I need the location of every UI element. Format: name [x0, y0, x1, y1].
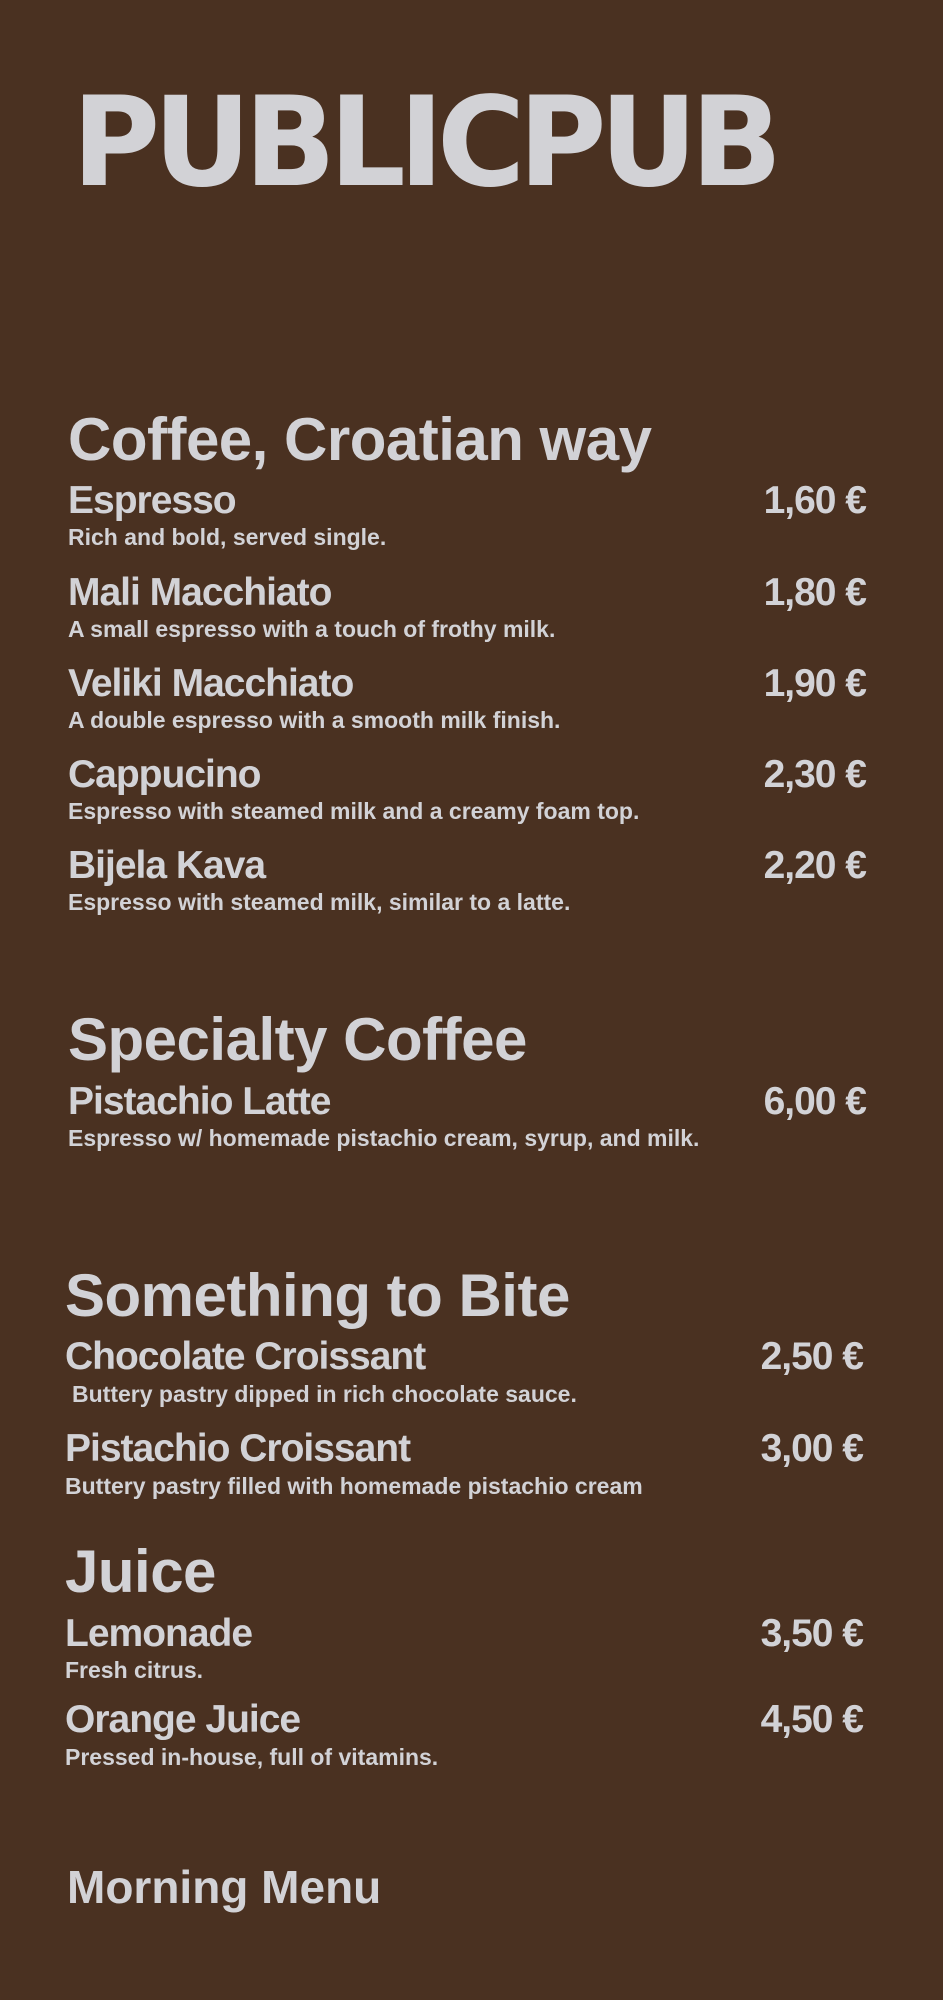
item-price: 2,50 €	[760, 1335, 863, 1378]
brand-logo: PUBLICPUB	[72, 71, 776, 215]
section-title-food: Something to Bite	[65, 1262, 570, 1329]
item-price: 3,50 €	[760, 1612, 863, 1655]
section-title-specialty: Specialty Coffee	[68, 1006, 527, 1073]
item-price: 3,00 €	[760, 1427, 863, 1470]
item-price: 1,60 €	[763, 479, 866, 522]
item-price: 2,30 €	[763, 753, 866, 796]
item-name: Cappucino	[68, 753, 261, 796]
item-name: Chocolate Croissant	[65, 1335, 426, 1378]
item-description: A small espresso with a touch of frothy milk.	[68, 616, 556, 642]
section-title-coffee: Coffee, Croatian way	[68, 406, 652, 473]
item-name: Lemonade	[65, 1612, 253, 1655]
section-title-juice: Juice	[65, 1538, 216, 1605]
item-name: Espresso	[68, 479, 236, 522]
item-description: A double espresso with a smooth milk finish.	[68, 707, 561, 733]
item-name: Pistachio Latte	[68, 1080, 331, 1123]
item-price: 6,00 €	[763, 1080, 866, 1123]
item-description: Espresso with steamed milk, similar to a latte.	[68, 889, 571, 915]
item-description: Buttery pastry dipped in rich chocolate sauce.	[72, 1381, 577, 1407]
item-description: Buttery pastry filled with homemade pistachio cream	[65, 1473, 643, 1499]
item-price: 4,50 €	[760, 1698, 863, 1741]
item-name: Orange Juice	[65, 1698, 301, 1741]
item-description: Fresh citrus.	[65, 1657, 204, 1683]
item-name: Veliki Macchiato	[68, 662, 354, 705]
item-price: 2,20 €	[763, 844, 866, 887]
footer-title: Morning Menu	[67, 1861, 382, 1913]
item-description: Pressed in-house, full of vitamins.	[65, 1744, 439, 1770]
item-description: Rich and bold, served single.	[68, 524, 387, 550]
item-description: Espresso with steamed milk and a creamy foam top.	[68, 798, 640, 824]
item-price: 1,90 €	[763, 662, 866, 705]
item-name: Mali Macchiato	[68, 571, 332, 614]
item-description: Espresso w/ homemade pistachio cream, syrup, and milk.	[68, 1125, 700, 1151]
item-price: 1,80 €	[763, 571, 866, 614]
item-name: Bijela Kava	[68, 844, 266, 887]
item-name: Pistachio Croissant	[65, 1427, 411, 1470]
